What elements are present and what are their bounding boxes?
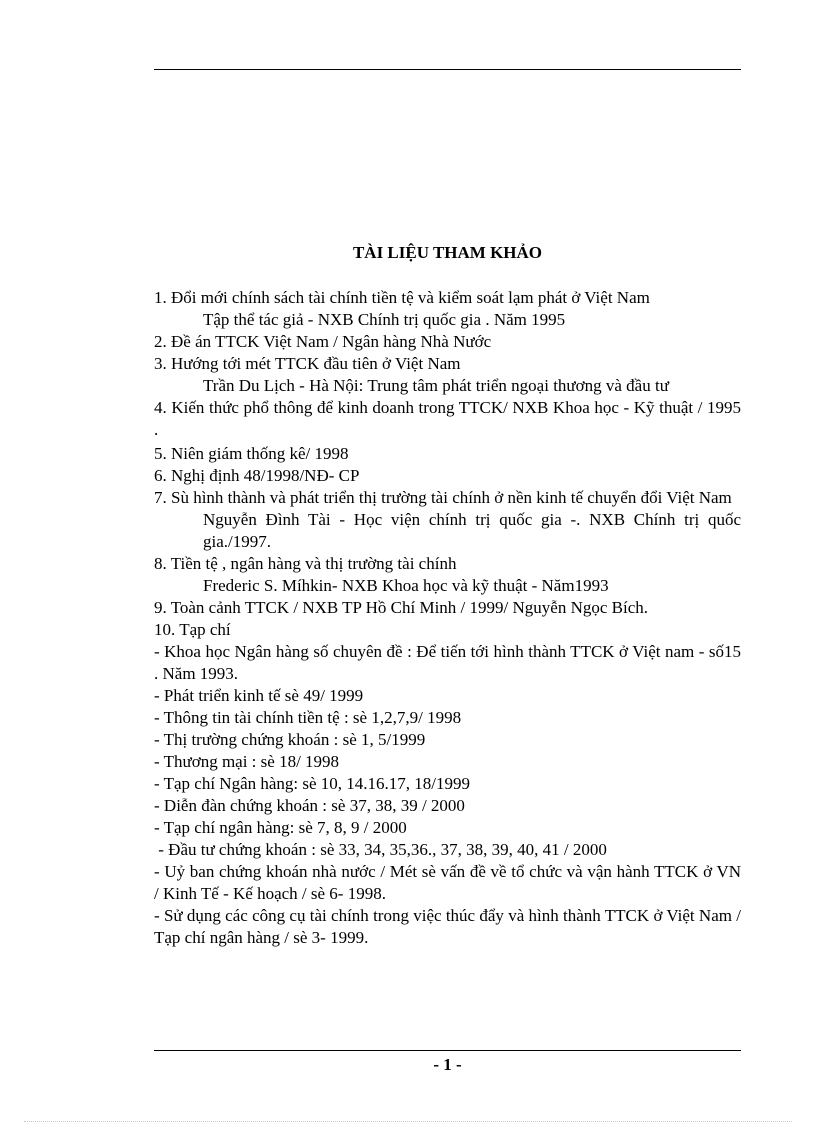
journal-entry: - Sử dụng các công cụ tài chính trong việc thúc đẩy và hình thành TTCK ở Việt Nam / Tạp chí ngân hàng / sè 3- 1999. [154, 906, 741, 947]
reference-item-6: 6. Nghị định 48/1998/NĐ- CP [154, 466, 360, 485]
journal-entry: - Phát triển kinh tế sè 49/ 1999 [154, 686, 364, 705]
reference-item-5: 5. Niên giám thống kê/ 1998 [154, 444, 349, 463]
journal-entry: - Tạp chí Ngân hàng: sè 10, 14.16.17, 18/1999 [154, 774, 471, 793]
journal-entry: - Uỷ ban chứng khoán nhà nước / Mét sè vấn đề về tổ chức và vận hành TTCK ở VN / Kinh Tế - Kế hoạch / sè 6- 1998. [154, 862, 741, 903]
journal-entry: - Thông tin tài chính tiền tệ : sè 1,2,7,9/ 1998 [154, 708, 462, 727]
journal-entry: - Tạp chí ngân hàng: sè 7, 8, 9 / 2000 [154, 818, 407, 837]
journal-entry: - Thị trường chứng khoán : sè 1, 5/1999 [154, 730, 426, 749]
reference-item-3: 3. Hướng tới mét TTCK đầu tiên ở Việt Nam [154, 354, 461, 373]
reference-detail: Nguyễn Đình Tài - Học viện chính trị quốc gia -. NXB Chính trị quốc gia./1997. [203, 510, 741, 551]
header-rule [154, 69, 741, 70]
reference-detail: Tập thể tác giả - NXB Chính trị quốc gia . Năm 1995 [203, 310, 566, 329]
reference-item-4: 4. Kiến thức phổ thông để kinh doanh trong TTCK/ NXB Khoa học - Kỹ thuật / 1995 . [154, 398, 741, 439]
reference-item-7: 7. Sù hình thành và phát triển thị trường tài chính ở nền kinh tế chuyển đổi Việt Nam [154, 488, 732, 507]
page-edge-dotted-line [24, 1121, 792, 1122]
reference-item-10: 10. Tạp chí [154, 620, 231, 639]
reference-item-8: 8. Tiền tệ , ngân hàng và thị trường tài chính [154, 554, 457, 573]
page-number: - 1 - [433, 1055, 462, 1074]
reference-list [154, 287, 741, 949]
journal-entry: - Khoa học Ngân hàng số chuyên đề : Để tiến tới hình thành TTCK ở Việt nam - số15 . Năm 1993. [154, 642, 741, 683]
journal-entry: - Diễn đàn chứng khoán : sè 37, 38, 39 / 2000 [154, 796, 465, 815]
reference-item-9: 9. Toàn cảnh TTCK / NXB TP Hồ Chí Minh / 1999/ Nguyễn Ngọc Bích. [154, 598, 648, 617]
footer-rule [154, 1050, 741, 1051]
reference-item-2: 2. Đề án TTCK Việt Nam / Ngân hàng Nhà Nước [154, 332, 492, 351]
reference-item-1: 1. Đổi mới chính sách tài chính tiền tệ và kiểm soát lạm phát ở Việt Nam [154, 288, 650, 307]
reference-detail: Frederic S. Míhkin- NXB Khoa học và kỹ thuật - Năm1993 [203, 576, 609, 595]
journal-entry: - Đầu tư chứng khoán : sè 33, 34, 35,36., 37, 38, 39, 40, 41 / 2000 [154, 840, 607, 859]
journal-entry: - Thương mại : sè 18/ 1998 [154, 752, 340, 771]
reference-detail: Trần Du Lịch - Hà Nội: Trung tâm phát triển ngoại thương và đầu tư [203, 376, 669, 395]
page-title: TÀI LIỆU THAM KHẢO [352, 243, 543, 262]
